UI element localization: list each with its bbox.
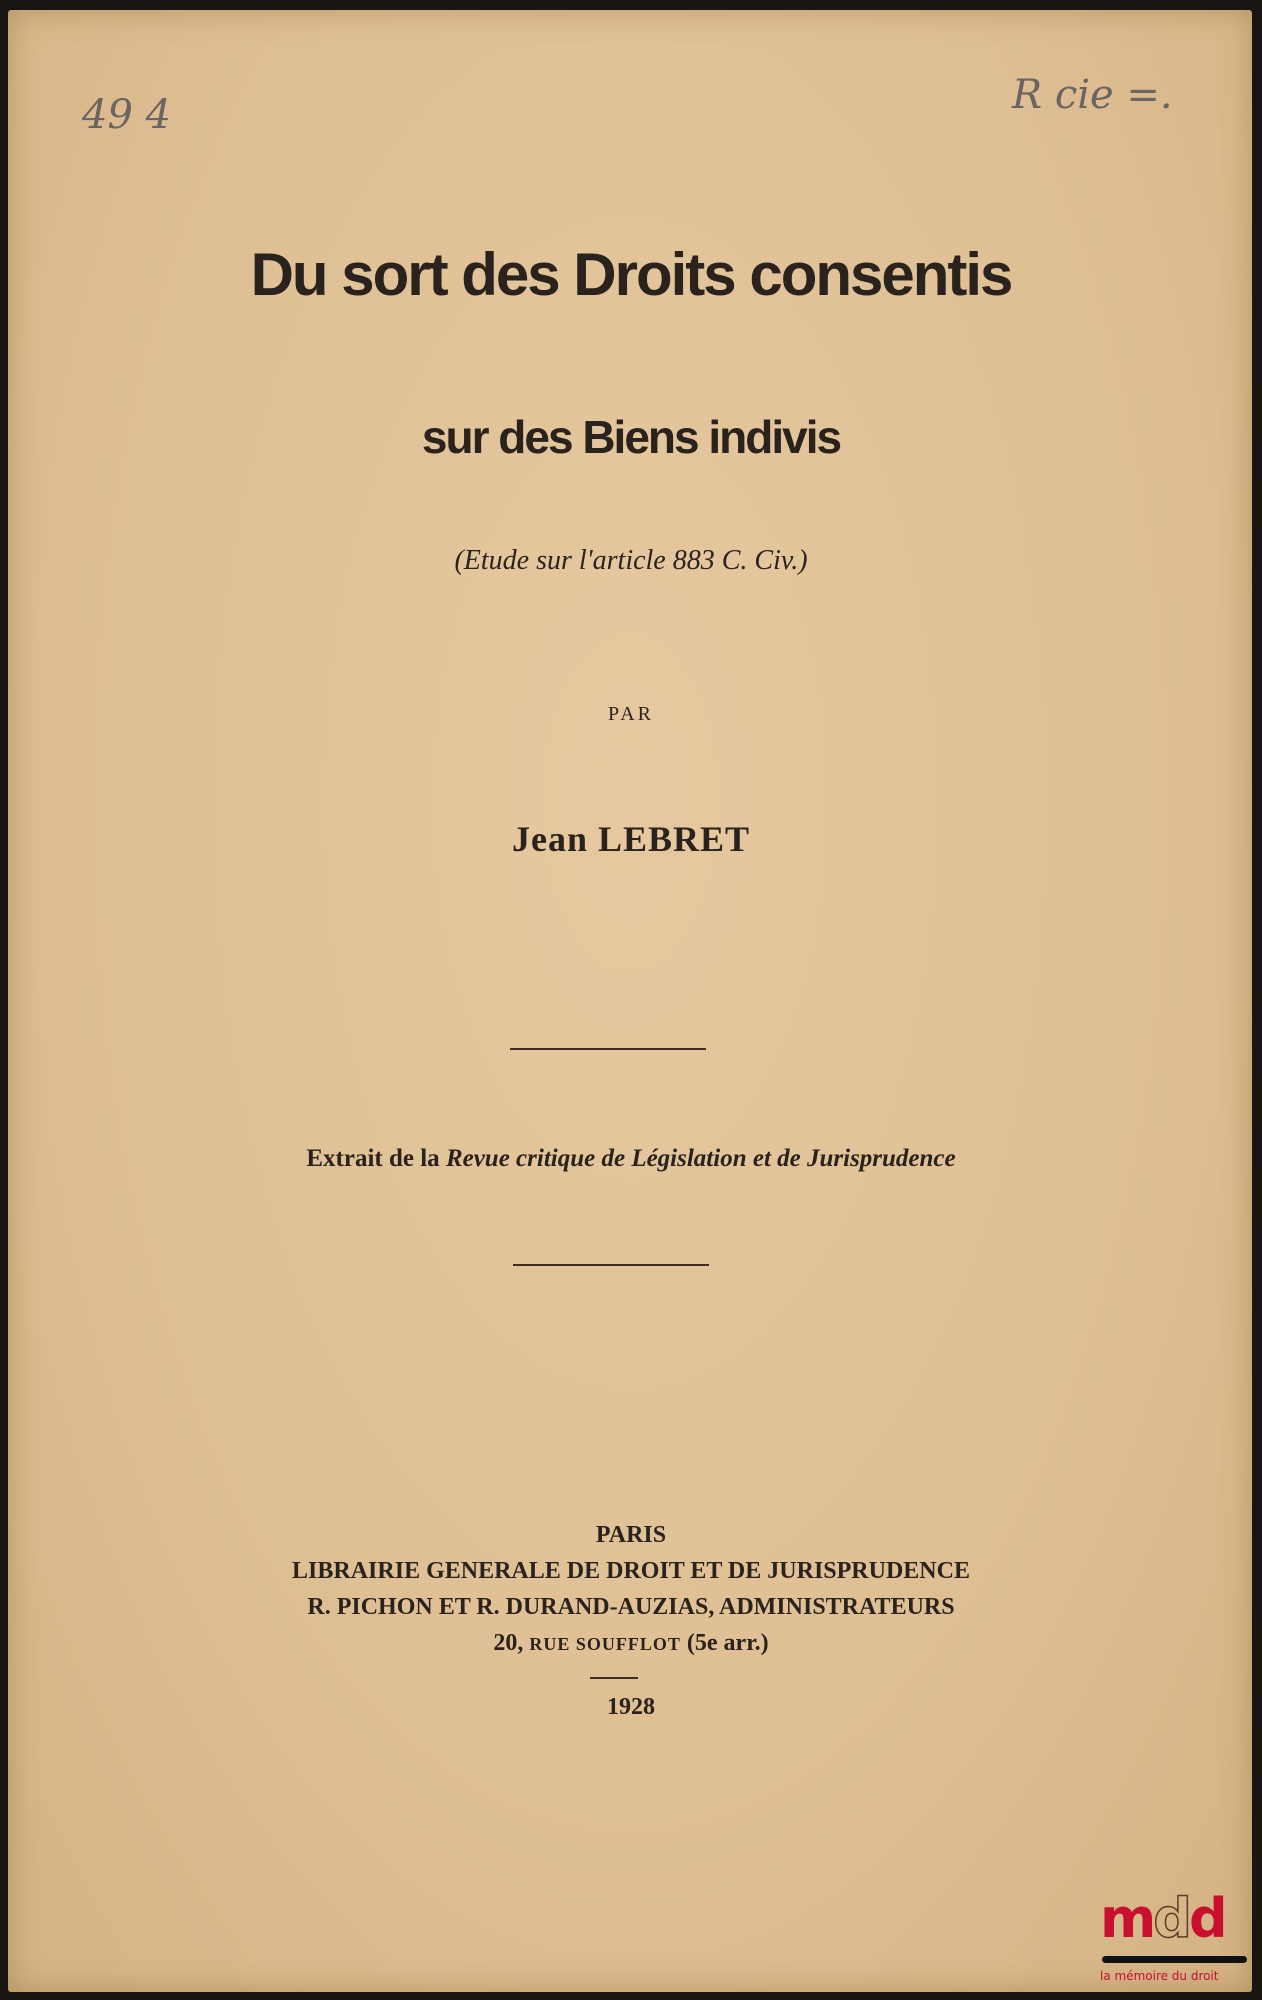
subtitle: (Etude sur l'article 883 C. Civ.) [454, 545, 808, 576]
extract-note: Extrait de la Revue critique de Législation et de Jurisprudence [306, 1145, 956, 1172]
journal-name: Revue critique de Législation et de Jurisprudence [445, 1145, 956, 1172]
publisher-address: 20, RUE SOUFFLOT (5e arr.) [493, 1630, 769, 1656]
handwritten-note-top-left: 49 4 [82, 92, 172, 138]
divider [510, 1048, 706, 1050]
divider [513, 1264, 709, 1266]
title-line-2: sur des Biens indivis [421, 411, 841, 463]
logo-bar [1102, 1956, 1247, 1963]
publisher-administrators: R. PICHON ET R. DURAND-AUZIAS, ADMINISTRATEURS [307, 1594, 955, 1620]
publisher-city: PARIS [595, 1522, 667, 1548]
title-line-1: Du sort des Droits consentis [250, 241, 1012, 308]
publisher-name: LIBRAIRIE GENERALE DE DROIT ET DE JURISPRUDENCE [292, 1558, 970, 1584]
mdd-logo [1100, 1888, 1250, 1983]
author-name: Jean LEBRET [511, 819, 751, 859]
logo-tagline: la mémoire du droit [1100, 1969, 1219, 1983]
logo-mark: mdd [1100, 1887, 1225, 1950]
handwritten-note-top-right: R cie =. [1012, 72, 1173, 118]
by-label: PAR [607, 703, 655, 725]
publication-year: 1928 [607, 1694, 655, 1720]
divider [590, 1677, 638, 1679]
